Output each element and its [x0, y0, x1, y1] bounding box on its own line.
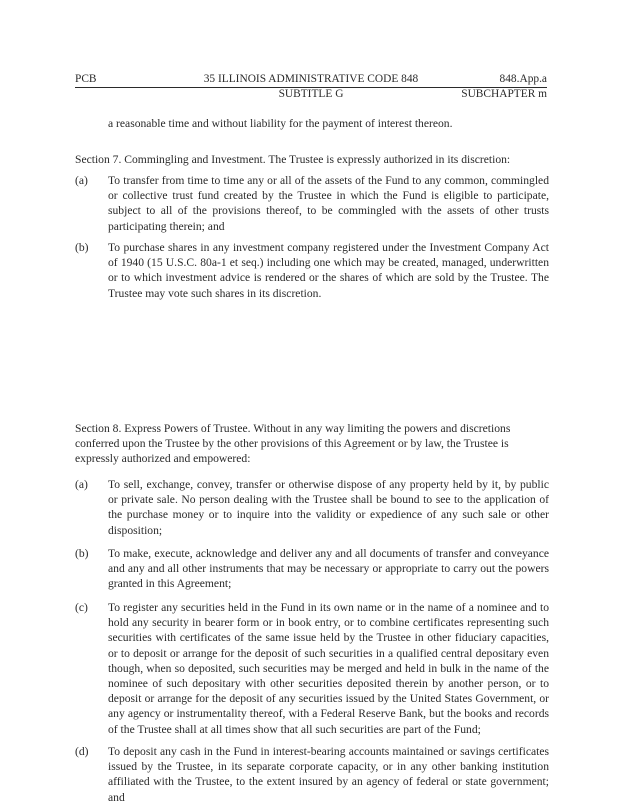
header-code-title: 35 ILLINOIS ADMINISTRATIVE CODE 848 [203, 73, 419, 85]
header-section-number: 848.App.a [499, 73, 547, 85]
item-text: To sell, exchange, convey, transfer or otherwise dispose of any property held by it, by public or private sale. No person dealing with the Trustee shall be bound to see to the application of the purchase money or to inquire into the validity or expedience of any such sale or other disposition; [108, 478, 549, 537]
continued-paragraph: a reasonable time and without liability for the payment of interest thereon. [108, 117, 453, 130]
header-subchapter: SUBCHAPTER m [461, 88, 547, 100]
item-text: To make, execute, acknowledge and deliver any and all documents of transfer and conveyance and any and all other instruments that may be necessary or appropriate to carry out the powers granted in this Agreement; [108, 547, 549, 591]
item-label: (b) [75, 547, 89, 560]
item-text: To register any securities held in the Fund in its own name or in the name of a nominee and to hold any security in bearer form or in book entry, or to combine certificates representing such securities with certificates of the same issue held by the Trustee in other fiduciary capacities, or to deposit or arrange for the deposit of such securities in a qualified central depositary even though, when so deposited, such securities may be merged and held in bulk in the name of the nominee of such depositary with other securities deposited therein by another person, or to deposit or arrange for the deposit of any securities issued by the United States Government, or any agency or instrumentality thereof, with a Federal Reserve Bank, but the books and records of the Trustee shall at all times show that all such securities are part of the Fund; [108, 601, 549, 736]
item-label: (c) [75, 601, 88, 614]
header-agency: PCB [75, 73, 97, 85]
item-label: (a) [75, 478, 88, 491]
item-text: To purchase shares in any investment company registered under the Investment Company Act of 1940 (15 U.S.C. 80a-1 et seq.) including one which may be created, managed, underwritten or to which investment advice is rendered or the shares of which are sold by the Trustee. The Trustee may vote such shares in its discretion. [108, 241, 549, 300]
item-text: To deposit any cash in the Fund in interest-bearing accounts maintained or savings certificates issued by the Trustee, in its separate corporate capacity, or in any other banking institution affiliated with the Trustee, to the extent insured by an agency of federal or state government; and [108, 745, 549, 804]
header-subtitle: SUBTITLE G [278, 88, 344, 100]
running-header [75, 73, 547, 88]
item-label: (a) [75, 174, 88, 187]
item-label: (b) [75, 241, 89, 254]
section-7-heading: Section 7. Commingling and Investment. The Trustee is expressly authorized in its discretion: [75, 153, 511, 166]
item-label: (d) [75, 745, 89, 758]
section-8-heading: Section 8. Express Powers of Trustee. Without in any way limiting the powers and discretions conferred upon the Trustee by the other provisions of this Agreement or by law, the Trustee is expressly authorized and empowered: [75, 422, 511, 466]
item-text: To transfer from time to time any or all of the assets of the Fund to any common, commingled or collective trust fund created by the Trustee in which the Fund is eligible to participate, subject to all of the provisions thereof, to be commingled with the assets of other trusts participating therein; and [108, 174, 549, 233]
running-subheader [75, 88, 547, 102]
